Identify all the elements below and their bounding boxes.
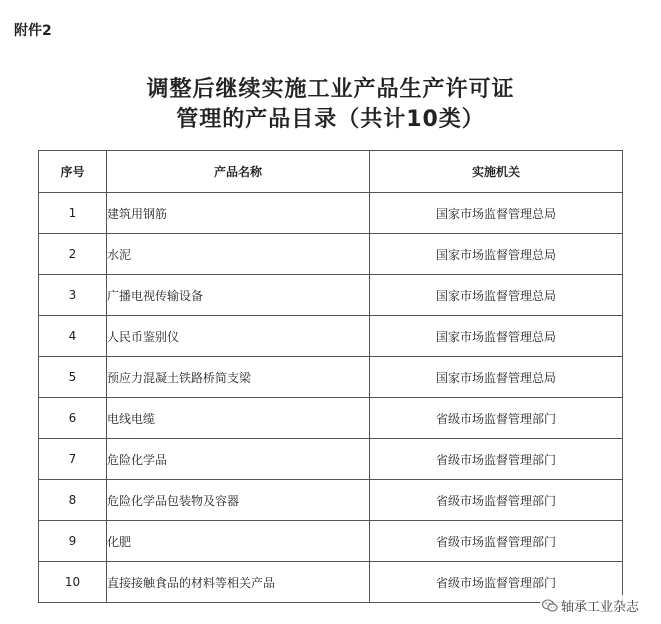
row-no: 2 (39, 234, 107, 275)
table-row (39, 439, 623, 480)
row-product-name: 危险化学品 (107, 439, 370, 480)
row-authority: 省级市场监督管理部门 (370, 480, 623, 521)
row-authority: 国家市场监督管理总局 (370, 357, 623, 398)
document-title-line-1: 调整后继续实施工业产品生产许可证 (146, 77, 515, 102)
row-authority: 省级市场监督管理部门 (370, 398, 623, 439)
row-no: 8 (39, 480, 107, 521)
table-row (39, 480, 623, 521)
table-row (39, 316, 623, 357)
row-no: 6 (39, 398, 107, 439)
row-no: 7 (39, 439, 107, 480)
row-product-name: 危险化学品包装物及容器 (107, 480, 370, 521)
row-product-name: 水泥 (107, 234, 370, 275)
document-title-line-2: 管理的产品目录（共计10类） (176, 107, 485, 132)
row-product-name: 直接接触食品的材料等相关产品 (107, 562, 370, 603)
table-row (39, 398, 623, 439)
row-authority: 省级市场监督管理部门 (370, 521, 623, 562)
row-no: 10 (39, 562, 107, 603)
table-header-row (39, 151, 623, 193)
table-row (39, 562, 623, 603)
row-authority: 国家市场监督管理总局 (370, 193, 623, 234)
row-product-name: 人民币鉴别仪 (107, 316, 370, 357)
row-no: 4 (39, 316, 107, 357)
attachment-label: 附件2 (14, 23, 52, 39)
wechat-icon (542, 599, 558, 613)
row-authority: 国家市场监督管理总局 (370, 275, 623, 316)
row-authority: 国家市场监督管理总局 (370, 316, 623, 357)
table-row (39, 357, 623, 398)
row-no: 1 (39, 193, 107, 234)
row-product-name: 建筑用钢筋 (107, 193, 370, 234)
row-authority: 省级市场监督管理部门 (370, 562, 623, 603)
table-row (39, 275, 623, 316)
row-product-name: 预应力混凝土铁路桥简支梁 (107, 357, 370, 398)
row-no: 9 (39, 521, 107, 562)
row-authority: 国家市场监督管理总局 (370, 234, 623, 275)
row-no: 3 (39, 275, 107, 316)
header-authority: 实施机关 (370, 151, 623, 193)
header-product-name: 产品名称 (107, 151, 370, 193)
table-row (39, 521, 623, 562)
header-no: 序号 (39, 151, 107, 193)
row-no: 5 (39, 357, 107, 398)
row-product-name: 电线电缆 (107, 398, 370, 439)
row-product-name: 广播电视传输设备 (107, 275, 370, 316)
source-watermark (540, 595, 641, 616)
product-catalog-table (38, 150, 623, 603)
row-product-name: 化肥 (107, 521, 370, 562)
table-row (39, 234, 623, 275)
table-row (39, 193, 623, 234)
watermark-text: 轴承工业杂志 (560, 600, 639, 615)
row-authority: 省级市场监督管理部门 (370, 439, 623, 480)
